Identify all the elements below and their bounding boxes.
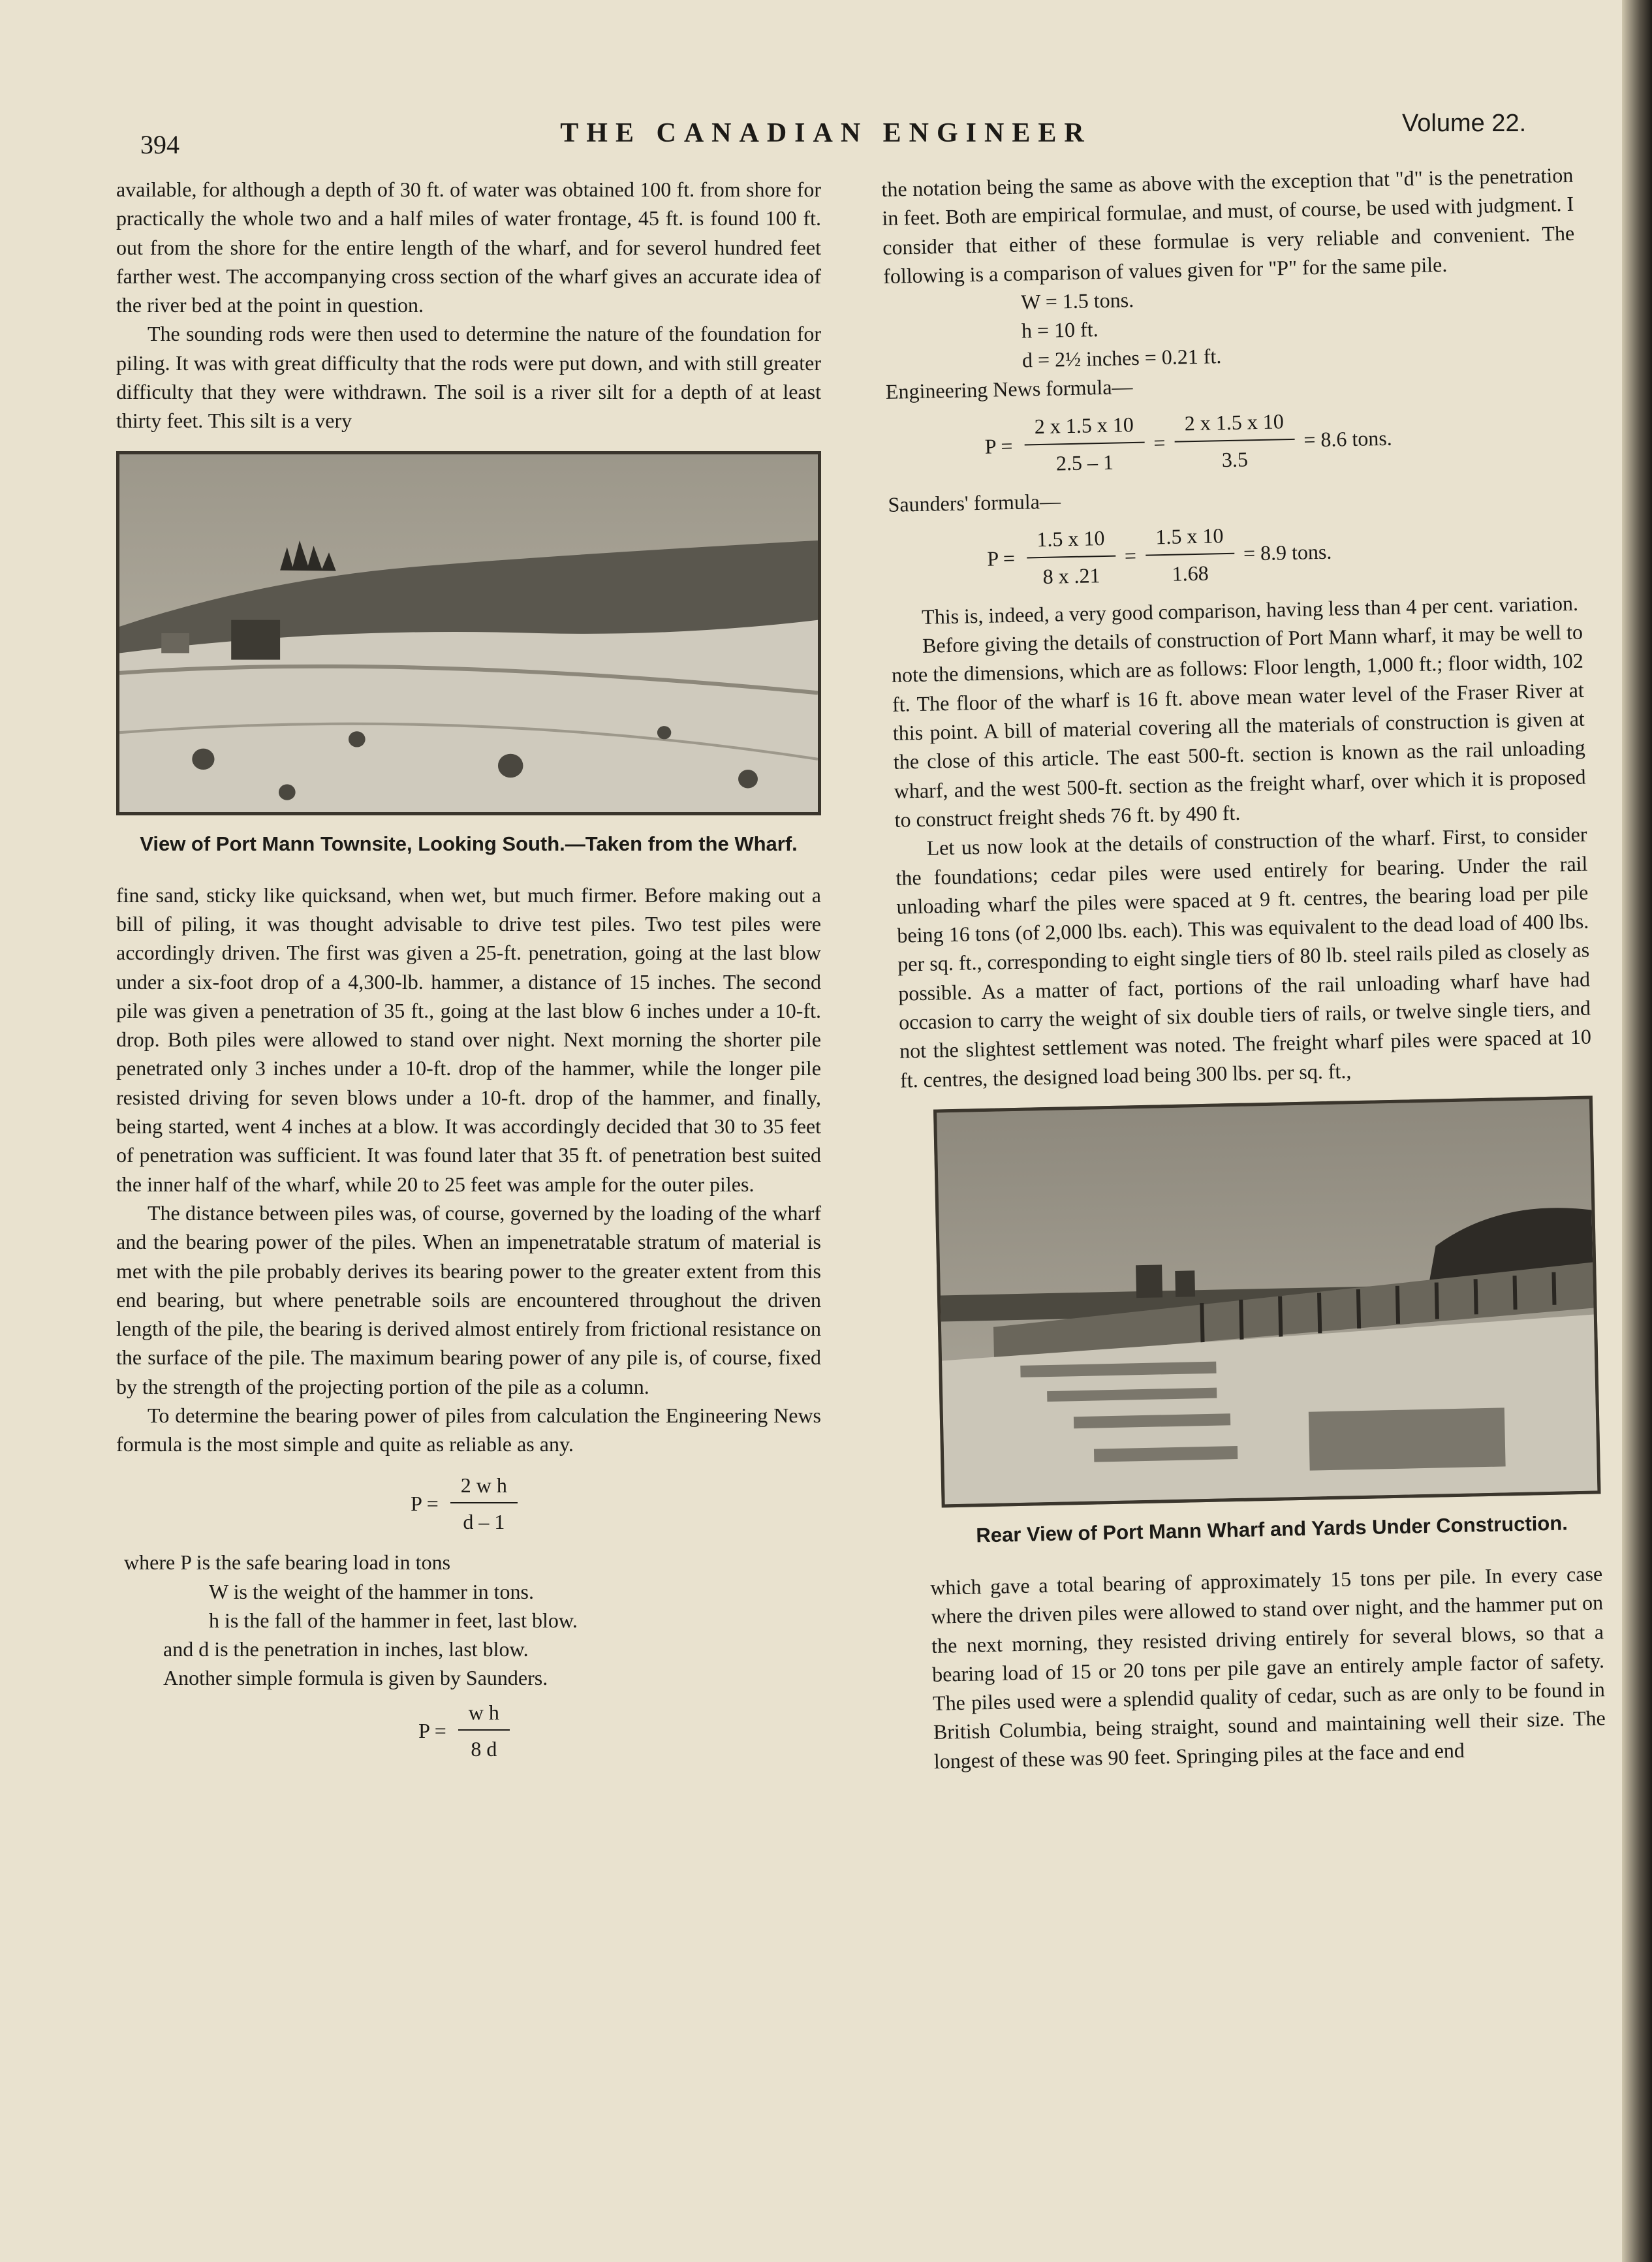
- paragraph: This is, indeed, a very good comparison, having less than 4 per cent. variation.: [921, 591, 1579, 629]
- numerator: 1.5 x 10: [1145, 521, 1234, 556]
- saunders-calculation: [888, 514, 1582, 594]
- figure-caption: Rear View of Port Mann Wharf and Yards Under Construction.: [975, 1511, 1568, 1547]
- formula-result: = 8.6 tons.: [1303, 426, 1393, 452]
- definition-line: Another simple formula is given by Saunders.: [163, 1666, 548, 1690]
- definition-line: where P is the safe bearing load in tons: [124, 1550, 451, 1575]
- denominator: 2.5 – 1: [1055, 450, 1114, 475]
- fraction: [1145, 521, 1235, 588]
- wharf-photo-image: [937, 1099, 1597, 1504]
- formula-label: Saunders' formula—: [888, 489, 1061, 516]
- given-line: W = 1.5 tons.: [1020, 288, 1134, 314]
- variable-definitions: [116, 1548, 821, 1692]
- formula-lhs: P =: [984, 433, 1013, 458]
- fraction: [450, 1471, 518, 1537]
- formula-engineering-news: [116, 1471, 821, 1537]
- denominator: 8 d: [471, 1736, 497, 1761]
- figure-townsite: [116, 451, 821, 858]
- fraction: [458, 1698, 510, 1764]
- denominator: d – 1: [463, 1509, 505, 1533]
- paragraph: Let us now look at the details of construction of the wharf. First, to consider the foundations; cedar piles were used entirely for bearing. Under the rail unloading wharf the piles were spaced at 9 ft. centres, the bearing load per pile being 16 tons (of 2,000 lbs. each). This was equivalent to the dead load of 400 lbs. per sq. ft., corresponding to eight single tiers of 80 lb. steel rails piled as closely as possible. As a matter of fact, portions of the rail unloading wharf have had occasion to carry the weight of six double tiers of rails, or twelve single tiers, and not the slightest settlement was noted. The freight wharf piles were spaced at 10 ft. centres, the designed load being 300 lbs. per sq. ft.,: [896, 822, 1592, 1092]
- denominator: 1.68: [1172, 561, 1209, 586]
- equals-sign: =: [1153, 430, 1166, 454]
- fraction: [1023, 410, 1145, 478]
- volume-label: Volume 22.: [1402, 110, 1527, 137]
- paragraph: which gave a total bearing of approximately 15 tons per pile. In every case where the driven piles were allowed to stand over night, and the hammer put on the next morning, they resisted driving entirely for several blows, so that a bearing load of 15 or 20 tons per pile gave an entirely ample factor of safety. The piles used were a splendid quality of cedar, such as are only to be found in British Columbia, being straight, sound and maintaining well their size. The longest of these was 90 feet. Springing piles at the face and end: [929, 1562, 1606, 1773]
- paragraph: available, for although a depth of 30 ft. of water was obtained 100 ft. from shore for practically the whole two and a half miles of water frontage, 45 ft. is found 100 ft. out from the shore for the entire length of the wharf, and for severol hundred feet farther west. The accompanying cross section of the wharf gives an accurate idea of the river bed at the point in question.: [116, 178, 821, 317]
- equals-sign: =: [1124, 544, 1137, 568]
- paragraph: the notation being the same as above with the exception that "d" is the penetration in feet. Both are empirical formulae, and must, of course, be used with judgment. I consider that either of these formulae is very reliable and convenient. The following is a comparison of values given for "P" for the same pile.: [881, 163, 1575, 288]
- figure-caption: View of Port Mann Townsite, Looking South.—Taken from the Wharf.: [140, 832, 798, 855]
- numerator: 2 x 1.5 x 10: [1174, 407, 1294, 442]
- definition-line: and d is the penetration in inches, last blow.: [163, 1637, 529, 1661]
- right-column: [881, 161, 1606, 1776]
- formula-saunders: [116, 1698, 821, 1764]
- paragraph: fine sand, sticky like quicksand, when wet, but much firmer. Before making out a bill of piling, it was thought advisable to drive test piles. Two test piles were accordingly driven. The first was given a 25-ft. penetration, going at the last blow under a six-foot drop of a 4,300-lb. hammer, a distance of 15 inches. The second pile was given a penetration of 35 ft., going at the last blow 6 inches under a 10-ft. drop. Both piles were allowed to stand over night. Next morning the shorter pile penetrated only 3 inches under a 10-ft. drop of the hammer, while the longer pile resisted driving for seven blows under a 10-ft. drop of the hammer, and finally, being started, went 4 inches at a blow. It was accordingly decided that 30 to 35 feet of penetration was sufficient. It was found later that 35 ft. of penetration best suited the inner half of the wharf, while 20 to 25 feet was ample for the outer piles.: [116, 883, 821, 1196]
- page-number: 394: [140, 130, 179, 159]
- paragraph: To determine the bearing power of piles from calculation the Engineering News formula is the most simple and quite as reliable as any.: [116, 1404, 821, 1456]
- formula-result: = 8.9 tons.: [1243, 540, 1332, 565]
- left-column: [116, 175, 821, 1768]
- definition-line: W is the weight of the hammer in tons.: [209, 1579, 534, 1603]
- denominator: 8 x .21: [1042, 563, 1100, 588]
- numerator: 1.5 x 10: [1026, 524, 1115, 558]
- formula-label: Engineering News formula—: [885, 375, 1133, 404]
- given-line: h = 10 ft.: [1021, 317, 1099, 343]
- formula-lhs: P =: [418, 1718, 446, 1742]
- figure-wharf: [933, 1095, 1602, 1550]
- definition-line: h is the fall of the hammer in feet, last blow.: [209, 1608, 578, 1632]
- townsite-photo: [116, 451, 821, 815]
- numerator: w h: [458, 1698, 510, 1731]
- townsite-photo-image: [119, 454, 818, 812]
- wharf-photo: [933, 1095, 1601, 1507]
- paragraph: Before giving the details of construction of Port Mann wharf, it may be well to note the dimensions, which are as follows: Floor length, 1,000 ft.; floor width, 102 ft. The floor of the wharf is 16 ft. above mean water level of the Fraser River at this point. A bill of material covering all the materials of construction is given at the close of this article. The east 500-ft. section is known as the rail unloading wharf, and the west 500-ft. section as the freight wharf, over which it is proposed to construct freight sheds 76 ft. by 490 ft.: [891, 620, 1586, 832]
- given-line: d = 2½ inches = 0.21 ft.: [1021, 343, 1222, 372]
- numerator: 2 w h: [450, 1471, 518, 1503]
- formula-lhs: P =: [411, 1491, 439, 1515]
- paragraph: The distance between piles was, of course, governed by the loading of the wharf and the bearing power of the piles. When an impenetratable stratum of material is met with the pile probably derives its bearing power to the greater extent from this end bearing, but where penetrable soils are encountered throughout the driven length of the pile, the bearing is derived almost entirely from frictional resistance on the surface of the pile. The maximum bearing power of any pile is, of course, fixed by the strength of the projecting portion of the pile as a column.: [116, 1201, 821, 1398]
- numerator: 2 x 1.5 x 10: [1023, 410, 1144, 445]
- fraction: [1026, 524, 1116, 591]
- journal-title: THE CANADIAN ENGINEER: [560, 118, 1092, 148]
- denominator: 3.5: [1221, 447, 1249, 471]
- book-spine-shadow: [1622, 0, 1652, 2262]
- given-values: [884, 276, 1578, 377]
- fraction: [1174, 407, 1295, 475]
- paragraph: The sounding rods were then used to determine the nature of the foundation for piling. It was with great difficulty that the rods were put down, and with still greater difficulty that they were withdrawn. The soil is a river silt for a depth of at least thirty feet. This silt is a very: [116, 322, 821, 433]
- formula-lhs: P =: [986, 546, 1016, 571]
- engineering-news-calculation: [886, 401, 1580, 481]
